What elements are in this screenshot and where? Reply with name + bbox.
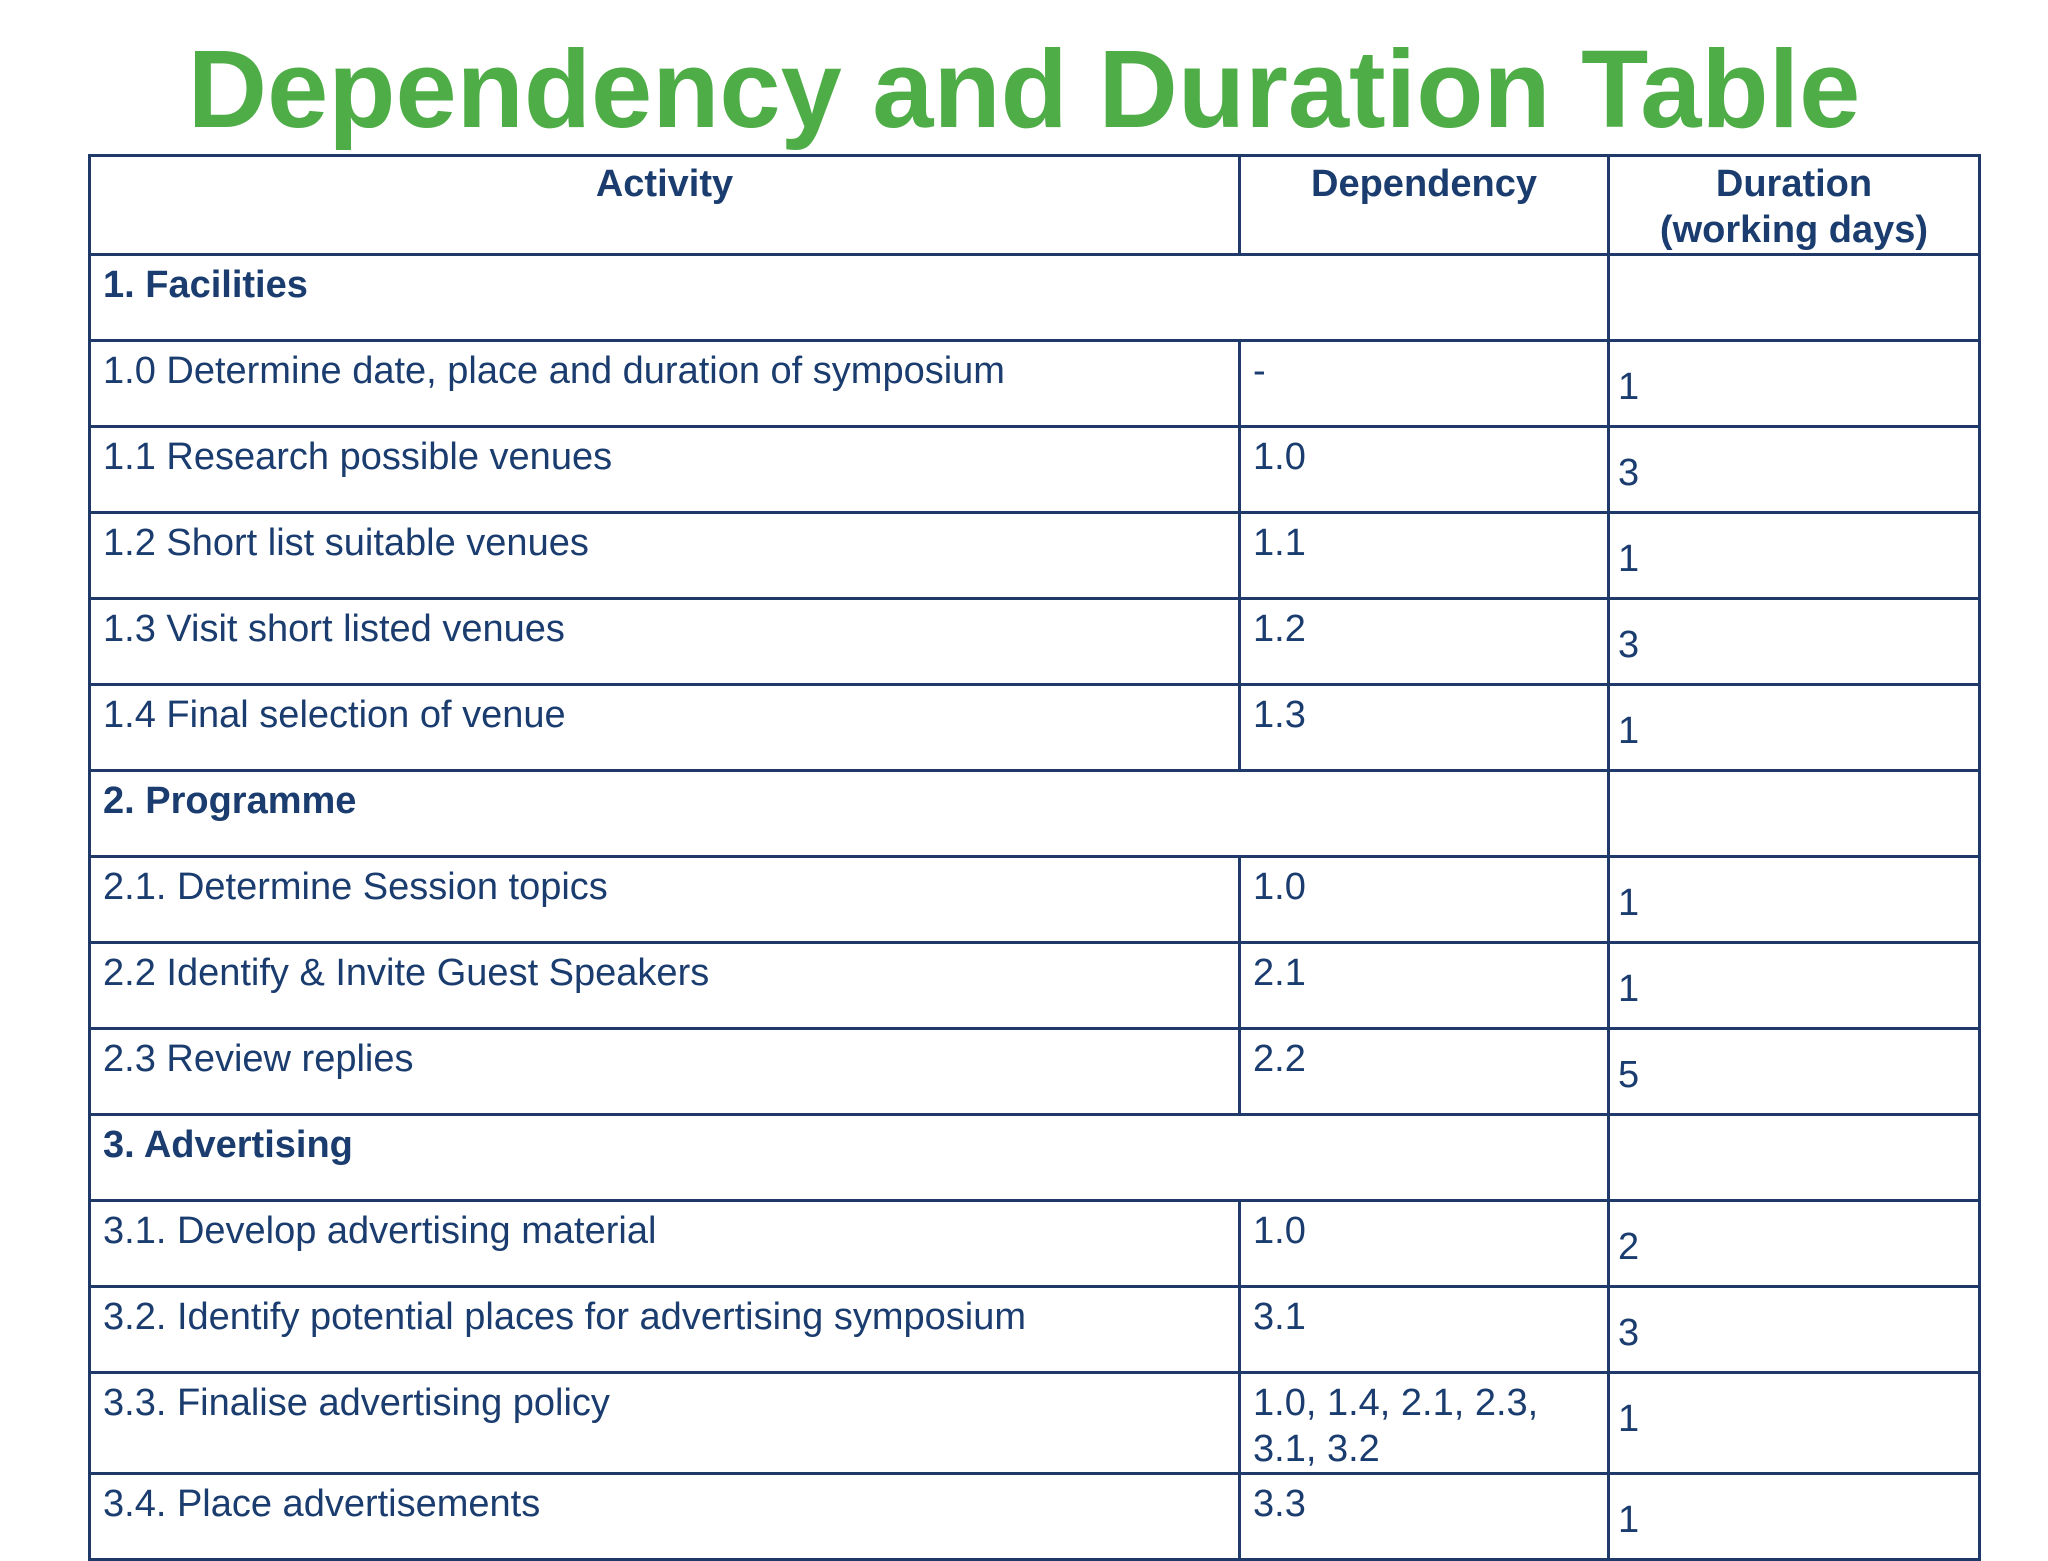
- dependency-header: Dependency: [1240, 156, 1609, 255]
- dependency-text: 2.1: [1253, 952, 1306, 994]
- activity-header: Activity: [90, 156, 1240, 255]
- table-row: [90, 1029, 1980, 1115]
- dependency-cell: [1240, 1029, 1609, 1115]
- duration-cell: [1609, 1474, 1980, 1560]
- duration-cell: [1609, 1029, 1980, 1115]
- activity-text: 3.1. Develop advertising material: [103, 1210, 657, 1252]
- duration-cell: [1609, 427, 1980, 513]
- activity-cell: [90, 599, 1240, 685]
- activity-text: 1.3 Visit short listed venues: [103, 608, 565, 650]
- table-row: [90, 1373, 1980, 1474]
- table-row: [90, 857, 1980, 943]
- duration-cell: [1609, 857, 1980, 943]
- duration-text: 3: [1618, 452, 1640, 494]
- duration-header-line1: Duration: [1715, 163, 1873, 205]
- table-row: [90, 1474, 1980, 1560]
- dependency-duration-table: [88, 154, 1981, 1561]
- dependency-cell: [1240, 427, 1609, 513]
- table-header-row: [90, 156, 1980, 255]
- table-row: [90, 513, 1980, 599]
- duration-header: [1609, 156, 1980, 255]
- activity-text: 2.2 Identify & Invite Guest Speakers: [103, 952, 710, 994]
- dependency-text: 1.2: [1253, 608, 1306, 650]
- table-row: [90, 599, 1980, 685]
- activity-cell: [90, 427, 1240, 513]
- activity-text: 1.4 Final selection of venue: [103, 694, 566, 736]
- dependency-text: 1.1: [1253, 522, 1306, 564]
- duration-cell: [1609, 255, 1980, 341]
- activity-text: 1.0 Determine date, place and duration of symposium: [103, 350, 1005, 392]
- table-row: [90, 685, 1980, 771]
- section-row: [90, 1115, 1980, 1201]
- section-title: 1. Facilities: [103, 264, 308, 306]
- activity-text: 2.3 Review replies: [103, 1038, 414, 1080]
- dependency-cell: [1240, 1373, 1609, 1474]
- dependency-cell: [1240, 1474, 1609, 1560]
- activity-cell: [90, 1287, 1240, 1373]
- activity-cell: [90, 513, 1240, 599]
- dependency-text: 3.3: [1253, 1483, 1306, 1525]
- duration-text: 1: [1618, 1398, 1640, 1440]
- duration-text: 2: [1618, 1226, 1640, 1268]
- duration-cell: [1609, 685, 1980, 771]
- activity-cell: [90, 1474, 1240, 1560]
- dependency-cell: [1240, 1287, 1609, 1373]
- duration-cell: [1609, 1373, 1980, 1474]
- duration-text: 3: [1618, 624, 1640, 666]
- activity-cell: [90, 341, 1240, 427]
- duration-text: 1: [1618, 882, 1640, 924]
- dependency-text: 1.0: [1253, 1210, 1306, 1252]
- dependency-text: -: [1253, 350, 1266, 392]
- duration-text: 3: [1618, 1312, 1640, 1354]
- duration-cell: [1609, 943, 1980, 1029]
- activity-text: 3.4. Place advertisements: [103, 1483, 541, 1525]
- activity-text: 2.1. Determine Session topics: [103, 866, 608, 908]
- duration-cell: [1609, 771, 1980, 857]
- duration-text: 1: [1618, 968, 1640, 1010]
- dependency-cell: [1240, 943, 1609, 1029]
- table-row: [90, 341, 1980, 427]
- section-cell: [90, 771, 1609, 857]
- activity-cell: [90, 943, 1240, 1029]
- duration-cell: [1609, 1115, 1980, 1201]
- duration-text: 5: [1618, 1054, 1640, 1096]
- duration-cell: [1609, 341, 1980, 427]
- activity-cell: [90, 857, 1240, 943]
- duration-text: 1: [1618, 710, 1640, 752]
- dependency-cell: [1240, 857, 1609, 943]
- duration-header-line2: (working days): [1659, 209, 1929, 251]
- activity-text: 1.2 Short list suitable venues: [103, 522, 589, 564]
- table-row: [90, 1287, 1980, 1373]
- page-title: Dependency and Duration Table: [187, 28, 1861, 151]
- dependency-text: 2.2: [1253, 1038, 1306, 1080]
- duration-cell: [1609, 1287, 1980, 1373]
- duration-text: 1: [1618, 366, 1640, 408]
- table-row: [90, 943, 1980, 1029]
- duration-text: 1: [1618, 1499, 1640, 1541]
- duration-cell: [1609, 513, 1980, 599]
- dependency-cell: [1240, 599, 1609, 685]
- dependency-text: 1.0: [1253, 866, 1306, 908]
- dependency-cell: [1240, 341, 1609, 427]
- activity-text: 1.1 Research possible venues: [103, 436, 613, 478]
- activity-cell: [90, 1373, 1240, 1474]
- activity-cell: [90, 685, 1240, 771]
- activity-text: 3.2. Identify potential places for advertising symposium: [103, 1296, 1027, 1338]
- dependency-cell: [1240, 1201, 1609, 1287]
- activity-cell: [90, 1201, 1240, 1287]
- section-row: [90, 255, 1980, 341]
- table-row: [90, 1201, 1980, 1287]
- activity-cell: [90, 1029, 1240, 1115]
- dependency-text: 1.3: [1253, 694, 1306, 736]
- table-row: [90, 427, 1980, 513]
- dependency-text: 1.0: [1253, 436, 1306, 478]
- activity-text: 3.3. Finalise advertising policy: [103, 1382, 610, 1424]
- dependency-cell: [1240, 685, 1609, 771]
- section-cell: [90, 255, 1609, 341]
- table-body: [90, 255, 1980, 1560]
- dependency-text: 1.0, 1.4, 2.1, 2.3, 3.1, 3.2: [1253, 1382, 1539, 1470]
- duration-cell: [1609, 599, 1980, 685]
- section-title: 2. Programme: [103, 780, 357, 822]
- duration-cell: [1609, 1201, 1980, 1287]
- section-title: 3. Advertising: [103, 1124, 353, 1166]
- dependency-text: 3.1: [1253, 1296, 1306, 1338]
- dependency-cell: [1240, 513, 1609, 599]
- section-cell: [90, 1115, 1609, 1201]
- duration-text: 1: [1618, 538, 1640, 580]
- section-row: [90, 771, 1980, 857]
